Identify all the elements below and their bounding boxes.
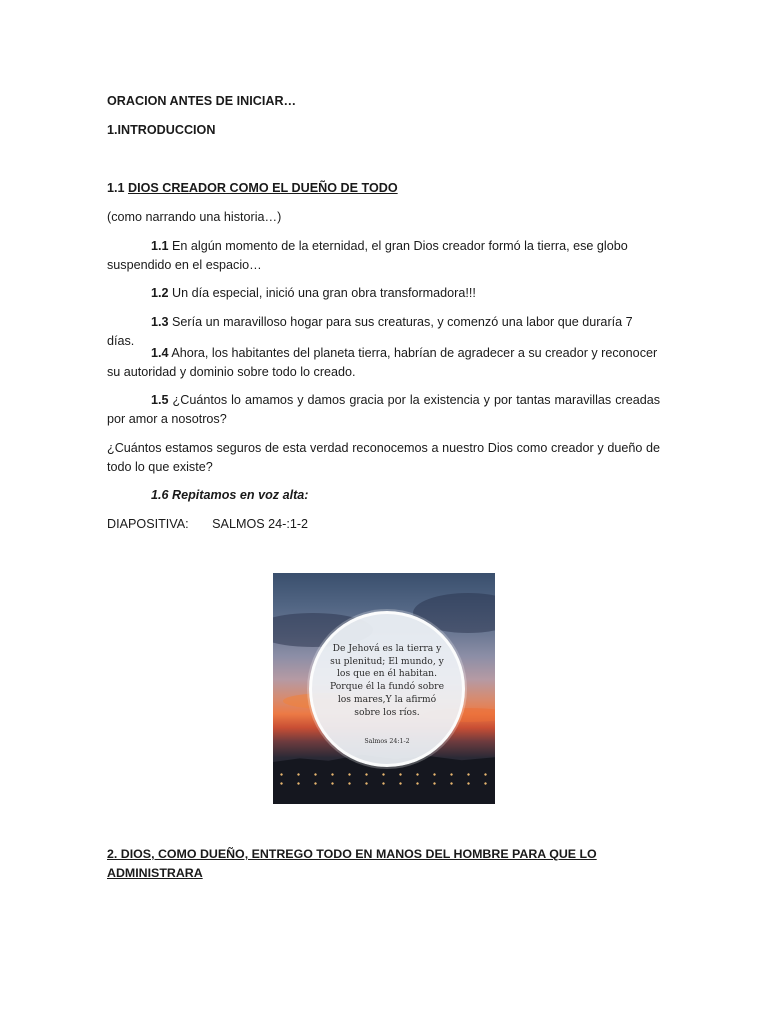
- item-1-5: [107, 391, 660, 428]
- narration-note: (como narrando una historia…): [107, 210, 282, 224]
- item-1-6: 1.6 Repitamos en voz alta:: [151, 488, 309, 502]
- slide-line: [107, 515, 660, 534]
- slide-label: DIAPOSITIVA:: [107, 517, 189, 531]
- prayer-heading: ORACION ANTES DE INICIAR…: [107, 94, 297, 108]
- item-1-4-number: 1.4: [151, 346, 169, 360]
- psalm-reference: Salmos 24:1-2: [364, 738, 410, 745]
- intro-heading: 1.INTRODUCCION: [107, 123, 216, 137]
- item-1-3-number: 1.3: [151, 315, 169, 329]
- verse-circle: [309, 611, 465, 767]
- section-1-1-number: 1.1: [107, 181, 125, 195]
- item-1-4-text: Ahora, los habitantes del planeta tierra, habrían de agradecer a su creador y reconocer su autoridad y dominio sobre todo lo creado.: [107, 346, 658, 379]
- item-1-2-number: 1.2: [151, 286, 169, 300]
- item-1-5-number: 1.5: [151, 393, 169, 407]
- section-1-1-title: DIOS CREADOR COMO EL DUEÑO DE TODO: [128, 181, 398, 195]
- item-1-2: [107, 284, 660, 303]
- item-1-4: [107, 344, 660, 381]
- item-1-5-text: ¿Cuántos lo amamos y damos gracia por la existencia y por tantas maravillas creadas por amor a nosotros?: [107, 393, 661, 426]
- psalm-image: [273, 573, 495, 804]
- item-1-1-text: En algún momento de la eternidad, el gran Dios creador formó la tierra, ese globo suspendido en el espacio…: [107, 239, 628, 272]
- item-1-2-text: Un día especial, inició una gran obra transformadora!!!: [172, 286, 476, 300]
- section-2-heading: [107, 845, 660, 882]
- section-1-1-heading: [107, 179, 660, 198]
- slide-reference: SALMOS 24-:1-2: [212, 517, 309, 531]
- item-1-1: [107, 237, 660, 274]
- city-lights: [273, 770, 495, 790]
- section-2-heading-text: 2. DIOS, COMO DUEÑO, ENTREGO TODO EN MANOS DEL HOMBRE PARA QUE LO ADMINISTRARA: [107, 847, 597, 880]
- question-paragraph: ¿Cuántos estamos seguros de esta verdad reconocemos a nuestro Dios como creador y dueño de todo lo que existe?: [107, 441, 660, 474]
- item-1-1-number: 1.1: [151, 239, 169, 253]
- psalm-verse: De Jehová es la tierra y su plenitud; El mundo, y los que en él habitan. Porque él la fundó sobre los mares,Y la afirmó sobre los ríos.: [329, 643, 445, 718]
- item-1-3-text: Sería un maravilloso hogar para sus creaturas, y comenzó una labor que duraría 7 días.: [107, 315, 633, 348]
